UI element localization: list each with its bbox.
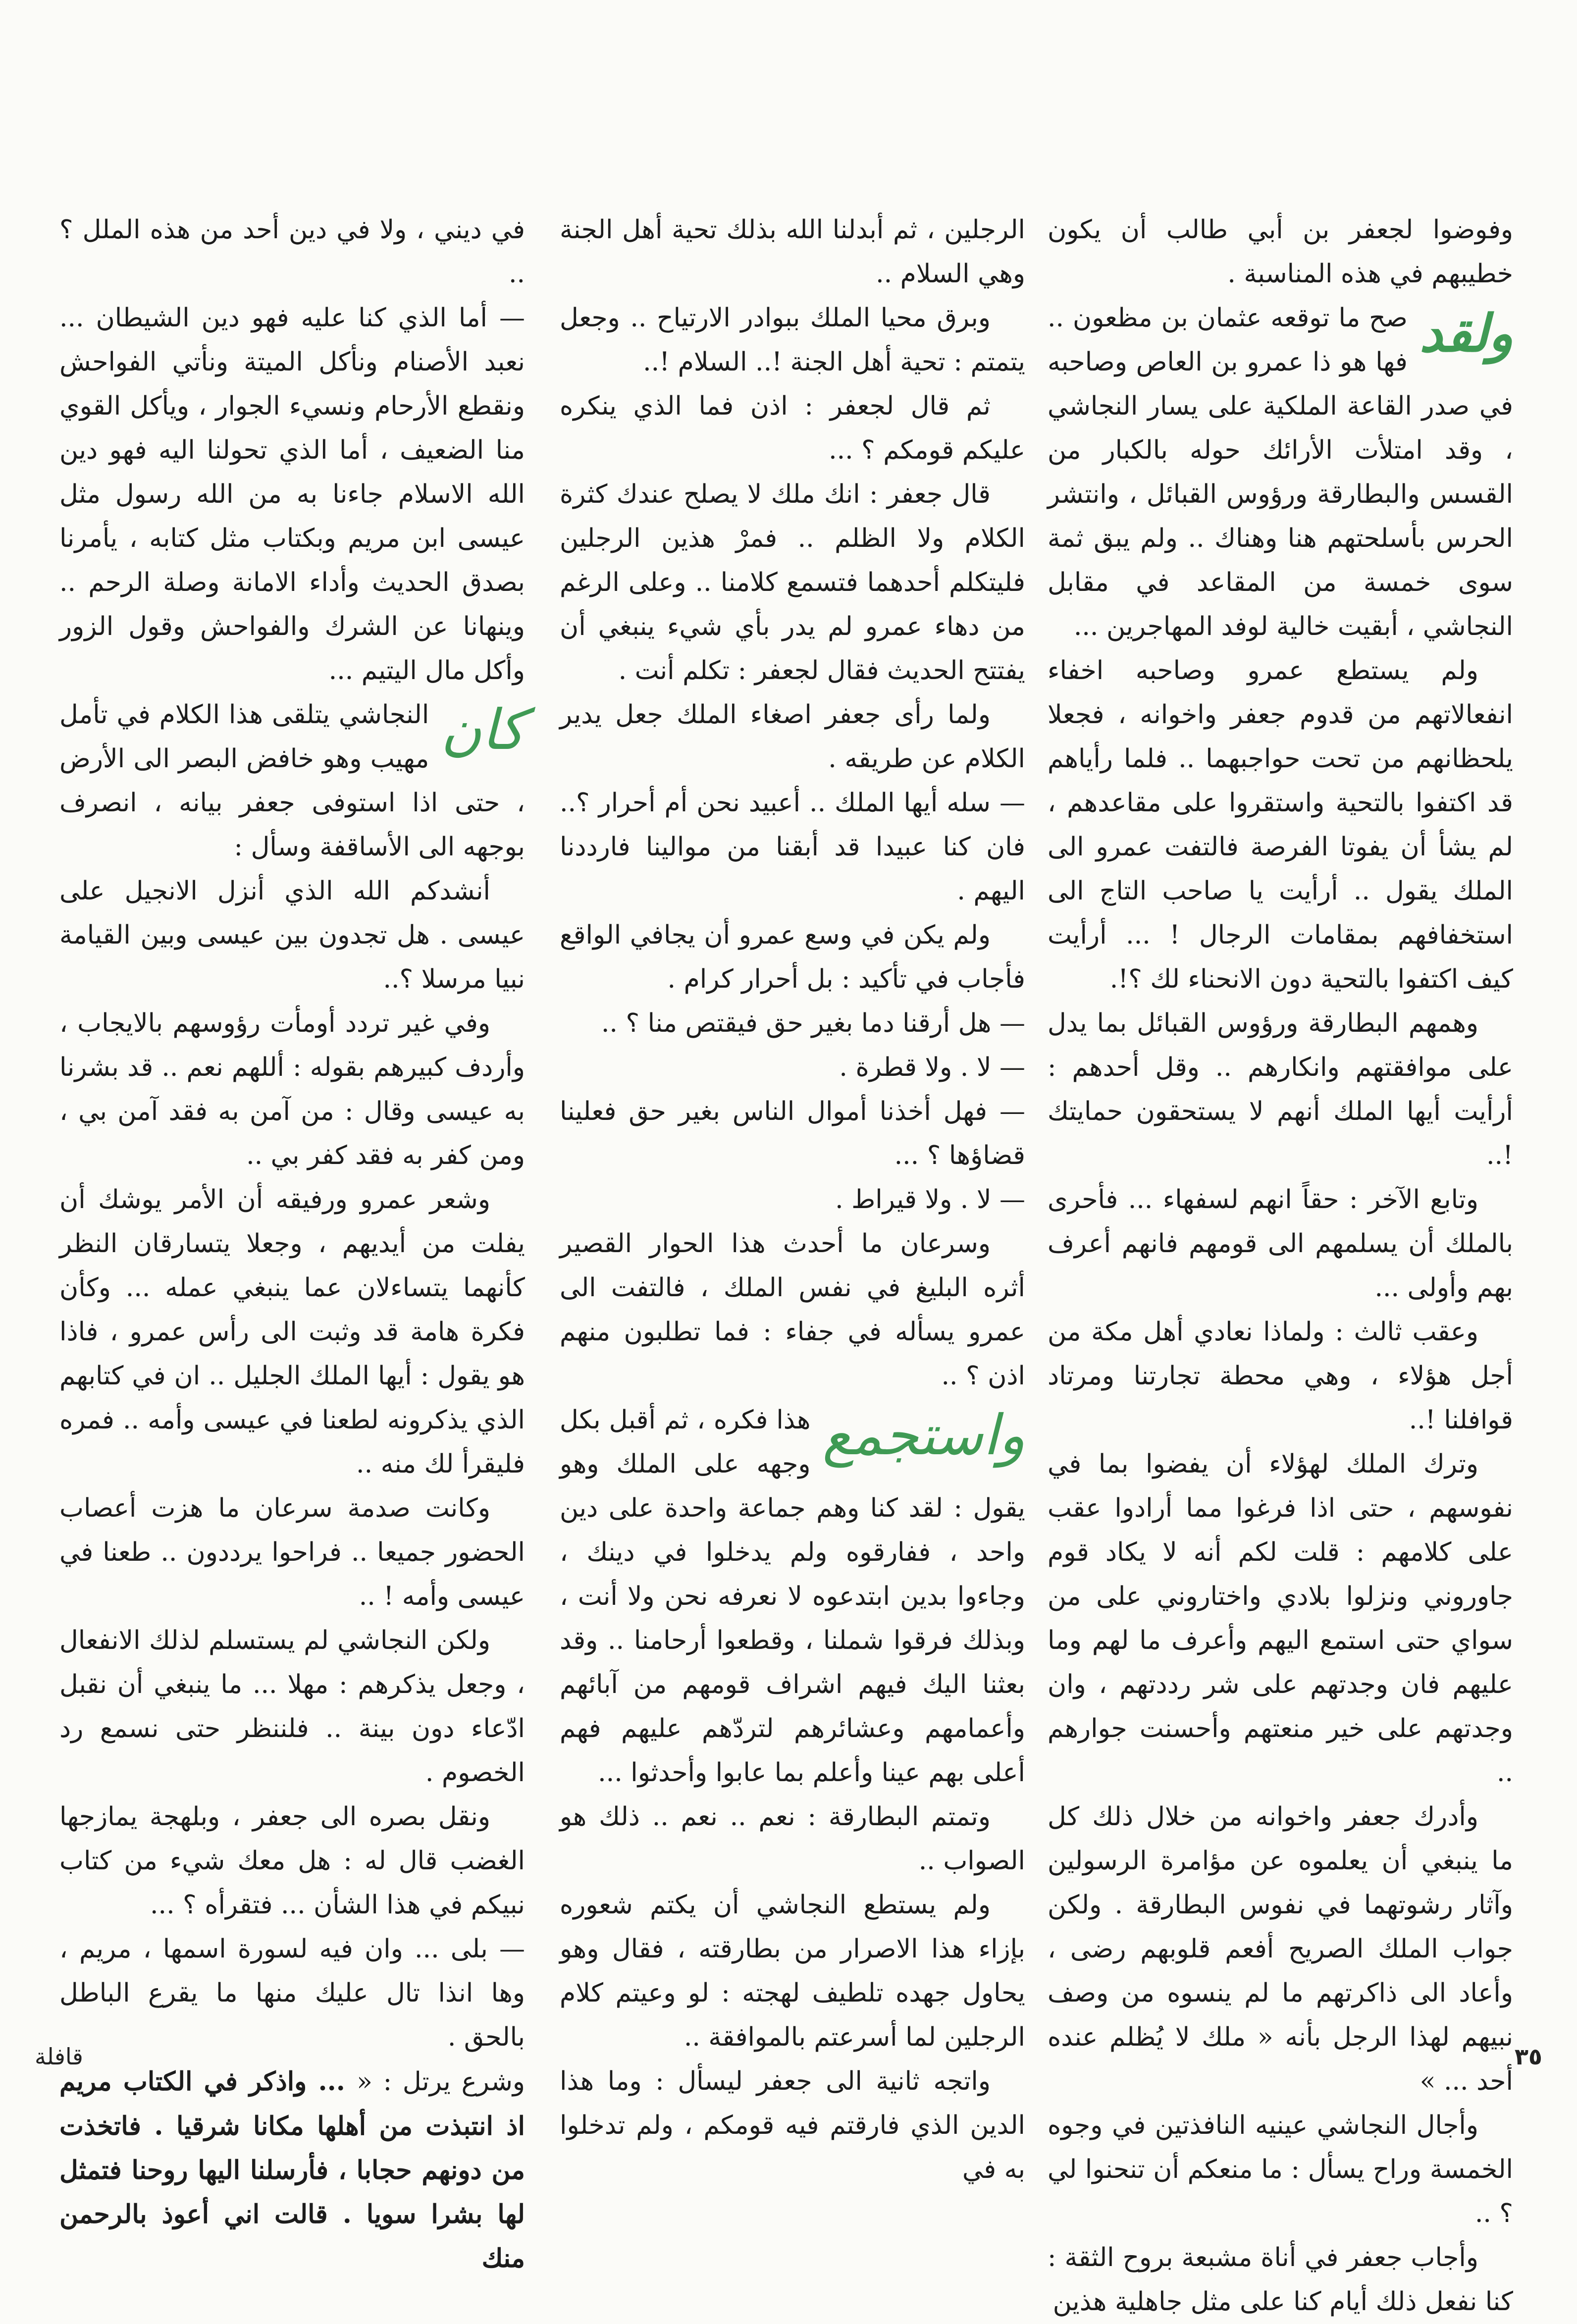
- paragraph: — بلى ... وان فيه لسورة اسمها ، مريم ، وها انذا تال عليك منها ما يقرع الباطل بالحق .: [59, 1934, 525, 2052]
- paragraph: ولم يكن في وسع عمرو أن يجافي الواقع فأجاب في تأكيد : بل أحرار كرام .: [560, 920, 1025, 994]
- paragraph: أنشدكم الله الذي أنزل الانجيل على عيسى . هل تجدون بين عيسى وبين القيامة نبيا مرسلا ؟..: [59, 876, 525, 994]
- paragraph-text: هذا فكره ، ثم أقبل بكل وجهه على الملك وهو يقول : لقد كنا وهم جماعة واحدة على دين واحد ، ففارقوه ولم يدخلوا في دينك ، وجاءوا بدين ابتدعوه لا نعرفه نحن ولا أنت ، وبذلك فرقوا شملنا ، وقطعوا أرحامنا .. وقد بعثنا اليك فيهم اشراف قومهم من آبائهم وأعمامهم وعشائرهم لتردّهم عليهم فهم أعلى بهم عينا وأعلم بما عابوا وأحدثوا ...: [560, 1405, 1025, 1788]
- paragraph: — هل أرقنا دما بغير حق فيقتص منا ؟ ..: [601, 1008, 1025, 1038]
- paragraph: — سله أيها الملك .. أعبيد نحن أم أحرار ؟.. فان كنا عبيدا قد أبقنا من موالينا فارددنا اليهم .: [560, 788, 1025, 906]
- paragraph: واتجه ثانية الى جعفر ليسأل : وما هذا الدين الذي فارقتم فيه قومكم ، ولم تدخلوا به في: [560, 2066, 1025, 2184]
- quran-quote: [59, 2060, 525, 2280]
- drop-word: واستجمع: [822, 1403, 1025, 1468]
- paragraph: الرجلين ، ثم أبدلنا الله بذلك تحية أهل الجنة وهي السلام ..: [560, 215, 1025, 289]
- paragraph: ولما رأى جعفر اصغاء الملك جعل يدير الكلام عن طريقه .: [560, 700, 1025, 774]
- paragraph: [560, 1398, 1025, 1795]
- paragraph: — لا . ولا قطرة .: [839, 1053, 1025, 1082]
- text-column-middle: [560, 208, 1025, 2184]
- drop-word: كان: [441, 698, 525, 762]
- paragraph: ولكن النجاشي لم يستسلم لذلك الانفعال ، وجعل يذكرهم : مهلا ... ما ينبغي أن نقبل ادّعاء دون بينة .. فلننظر حتى نسمع رد الخصوم .: [59, 1626, 525, 1788]
- paragraph: وبرق محيا الملك ببوادر الارتياح .. وجعل يتمتم : تحية أهل الجنة !.. السلام !..: [560, 303, 1025, 377]
- quote-text: ... واذكر في الكتاب مريم اذ انتبذت من أهلها مكانا شرقيا . فاتخذت من دونهم حجابا ، فأرسلنا اليها روحنا فتمثل لها بشرا سويا . قالت اني أعوذ بالرحمن منك: [59, 2066, 525, 2273]
- paragraph: قال جعفر : انك ملك لا يصلح عندك كثرة الكلام ولا الظلم .. فمرْ هذين الرجلين فليتكلم أحدهما فتسمع كلامنا .. وعلى الرغم من دهاء عمرو لم يدر بأي شيء ينبغي أن يفتتح الحديث فقال لجعفر : تكلم أنت .: [560, 479, 1025, 686]
- quote-lead: وشرع يرتل : «: [357, 2067, 525, 2097]
- paragraph: وهمهم البطارقة ورؤوس القبائل بما يدل على موافقتهم وانكارهم .. وقل أحدهم : أرأيت أيها الملك أنهم لا يستحقون حمايتك !..: [1048, 1008, 1513, 1170]
- paragraph: وشعر عمرو ورفيقه أن الأمر يوشك أن يفلت من أيديهم ، وجعلا يتسارقان النظر كأنهما يتساءلان عما ينبغي عمله ... وكأن فكرة هامة قد وثبت الى رأس عمرو ، فاذا هو يقول : أيها الملك الجليل .. ان في كتابهم الذي يذكرونه لطعنا في عيسى وأمه .. فمره فليقرأ لك منه ..: [59, 1185, 525, 1479]
- paragraph: وأجال النجاشي عينيه النافذتين في وجوه الخمسة وراح يسأل : ما منعكم أن تنحنوا لي ؟ ..: [1048, 2111, 1513, 2228]
- paragraph-text: صح ما توقعه عثمان بن مظعون .. فها هو ذا عمرو بن العاص وصاحبه في صدر القاعة الملكية على يسار النجاشي ، وقد امتلأت الأرائك حوله بالكبار من القسس والبطارقة ورؤوس القبائل ، وانتشر الحرس بأسلحتهم هنا وهناك .. ولم يبق ثمة سوى خمسة من المقاعد في مقابل النجاشي ، أبقيت خالية لوفد المهاجرين ...: [1048, 303, 1513, 641]
- paragraph-text: النجاشي يتلقى هذا الكلام في تأمل مهيب وهو خافض البصر الى الأرض ، حتى اذا استوفى جعفر بيانه ، انصرف بوجهه الى الأساقفة وسأل :: [59, 700, 525, 862]
- paragraph: [59, 693, 525, 869]
- paragraph: وتابع الآخر : حقاً انهم لسفهاء ... فأحرى بالملك أن يسلمهم الى قومهم فانهم أعرف بهم وأولى ...: [1048, 1185, 1513, 1303]
- paragraph: — لا . ولا قيراط .: [835, 1185, 1025, 1215]
- paragraph: في ديني ، ولا في دين أحد من هذه الملل ؟ ..: [59, 215, 525, 289]
- paragraph: وعقب ثالث : ولماذا نعادي أهل مكة من أجل هؤلاء ، وهي محطة تجارتنا ومرتاد قوافلنا !..: [1048, 1317, 1513, 1435]
- paragraph: وتمتم البطارقة : نعم .. نعم .. ذلك هو الصواب ..: [560, 1802, 1025, 1876]
- paragraph: وترك الملك لهؤلاء أن يفضوا بما في نفوسهم ، حتى اذا فرغوا مما أرادوا عقب على كلامهم : قلت لكم أنه لا يكاد قوم جاوروني ونزلوا بلادي واختاروني على من سواي حتى استمع اليهم وأعرف ما لهم وما عليهم فان وجدتهم على شر رددتهم ، وان وجدتهم على خير منعتهم وأحسنت جوارهم ..: [1048, 1449, 1513, 1788]
- paragraph: وفوضوا لجعفر بن أبي طالب أن يكون خطيبهم في هذه المناسبة .: [1048, 215, 1513, 289]
- paragraph: — أما الذي كنا عليه فهو دين الشيطان ... نعبد الأصنام ونأكل الميتة ونأتي الفواحش ونقطع الأرحام ونسيء الجوار ، ويأكل القوي منا الضعيف ، أما الذي تحولنا اليه فهو دين الله الاسلام جاءنا به من الله رسول مثل عيسى ابن مريم وبكتاب مثل كتابه ، يأمرنا بصدق الحديث وأداء الامانة وصلة الرحم .. وينهانا عن الشرك والفواحش وقول الزور وأكل مال اليتيم ...: [59, 303, 525, 686]
- page-number: ٣٥: [1514, 2043, 1542, 2070]
- paragraph: [1048, 296, 1513, 649]
- paragraph: — فهل أخذنا أموال الناس بغير حق فعلينا قضاؤها ؟ ...: [560, 1097, 1025, 1170]
- paragraph: وفي غير تردد أومأت رؤوسهم بالايجاب ، وأردف كبيرهم بقوله : أللهم نعم .. قد بشرنا به عيسى وقال : من آمن به فقد آمن بي ، ومن كفر به فقد كفر بي ..: [59, 1008, 525, 1170]
- paragraph: وسرعان ما أحدث هذا الحوار القصير أثره البليغ في نفس الملك ، فالتفت الى عمرو يسأله في جفاء : فما تطلبون منهم اذن ؟ ..: [560, 1229, 1025, 1391]
- paragraph: ولم يستطع عمرو وصاحبه اخفاء انفعالاتهم من قدوم جعفر واخوانه ، فجعلا يلحظانهم من تحت حواجبهما .. فلما رأياهم قد اكتفوا بالتحية واستقروا على مقاعدهم ، لم يشأ أن يفوتا الفرصة فالتفت عمرو الى الملك يقول .. أرأيت يا صاحب التاج الى استخفافهم بمقامات الرجال ! ... أرأيت كيف اكتفوا بالتحية دون الانحناء لك ؟!.: [1048, 656, 1513, 994]
- paragraph: وأدرك جعفر واخوانه من خلال ذلك كل ما ينبغي أن يعلموه عن مؤامرة الرسولين وآثار رشوتهما في نفوس البطارقة . ولكن جواب الملك الصريح أفعم قلوبهم رضى ، وأعاد الى ذاكرتهم ما لم ينسوه من وصف نبيهم لهذا الرجل بأنه « ملك لا يُظلم عنده أحد ... »: [1048, 1802, 1513, 2096]
- paragraph: وأجاب جعفر في أناة مشبعة بروح الثقة : كنا نفعل ذلك أيام كنا على مثل جاهلية هذين: [1048, 2243, 1513, 2317]
- paragraph: ثم قال لجعفر : اذن فما الذي ينكره عليكم قومكم ؟ ...: [560, 391, 1025, 465]
- paragraph: ونقل بصره الى جعفر ، وبلهجة يمازجها الغضب قال له : هل معك شيء من كتاب نبيكم في هذا الشأن ... فتقرأه ؟ ...: [59, 1802, 525, 1920]
- paragraph: ولم يستطع النجاشي أن يكتم شعوره بإزاء هذا الاصرار من بطارقته ، فقال وهو يحاول جهده تلطيف لهجته : لو وعيتم كلام الرجلين لما أسرعتم بالموافقة ..: [560, 1890, 1025, 2052]
- paragraph: وكانت صدمة سرعان ما هزت أعصاب الحضور جميعا .. فراحوا يرددون .. طعنا في عيسى وأمه ! ..: [59, 1493, 525, 1611]
- magazine-name: قافلة: [35, 2043, 83, 2070]
- drop-word: ولقد: [1419, 303, 1513, 364]
- text-column-right: [1048, 208, 1513, 2317]
